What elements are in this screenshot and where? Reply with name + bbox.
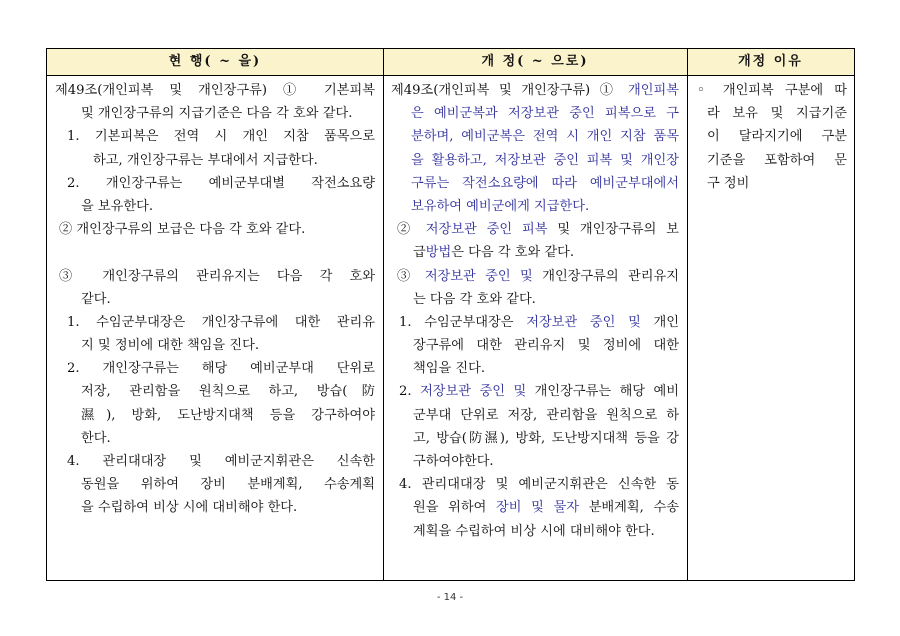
text-segment: 는 다음 각 호와 같다. xyxy=(413,291,536,307)
text-line xyxy=(55,265,375,288)
text-segment: 지 및 정비에 대한 책임을 진다. xyxy=(81,338,260,354)
text-segment: 구하여야한다. xyxy=(413,454,494,469)
revised-highlight-text: 장비 및 물자 xyxy=(496,500,580,516)
text-segment: 원을 위하여 xyxy=(413,500,497,516)
text-line xyxy=(391,450,679,473)
column-divider-2 xyxy=(687,49,688,580)
header-revised: 개 정( ~ 으로) xyxy=(481,54,589,69)
text-line xyxy=(55,334,375,357)
text-segment: 및 개인장구류의 지급기준은 다음 각 호와 같다. xyxy=(81,106,353,122)
text-line xyxy=(391,195,679,218)
text-segment: 장구류에 대한 관리유지 및 정비에 대한 xyxy=(413,338,679,354)
text-segment: ③ xyxy=(397,268,425,284)
text-segment: ② 개인장구류의 보급은 다음 각 호와 같다. xyxy=(59,222,306,238)
text-segment: 개인 xyxy=(640,314,680,330)
text-line xyxy=(697,79,847,102)
text-line xyxy=(391,149,679,172)
text-segment: ◦ 개인피복 구분에 따 xyxy=(697,83,847,98)
text-line xyxy=(55,380,375,403)
text-line xyxy=(391,311,679,334)
text-segment: 제49조(개인피복 및 개인장구류) ① 기본피복 xyxy=(55,83,375,98)
text-line xyxy=(391,265,679,288)
text-line xyxy=(697,102,847,125)
revised-highlight-text: 분하며, 예비군복은 전역 시 개인 지참 품목 xyxy=(411,129,679,145)
text-segment: 군부대 단위로 저장, 관리함을 원칙으로 하 xyxy=(413,407,679,423)
text-segment: 고, 방습(防濕), 방화, 도난방지대책 등을 강 xyxy=(413,430,679,446)
text-line xyxy=(55,172,375,195)
text-line xyxy=(55,450,375,473)
text-line xyxy=(55,473,375,496)
text-segment: 개인장구류는 해당 예비 xyxy=(526,384,679,400)
text-line xyxy=(391,380,679,403)
text-segment: 을 수립하여 비상 시에 대비해야 한다. xyxy=(81,500,298,516)
text-line xyxy=(391,473,679,496)
text-line xyxy=(55,149,375,172)
text-line xyxy=(55,427,375,450)
text-segment: 1. 수임군부대장은 개인장구류에 대한 관리유 xyxy=(67,314,375,330)
amendment-comparison-table xyxy=(46,48,855,581)
text-line xyxy=(697,172,847,195)
text-line xyxy=(55,496,375,519)
text-line xyxy=(697,125,847,148)
text-segment: 1. 수임군부대장은 xyxy=(399,314,527,330)
page-number: - 14 - xyxy=(436,592,464,603)
reason-text-column xyxy=(697,79,847,195)
text-segment: 濕), 방화, 도난방지대책 등을 강구하여야 xyxy=(81,407,375,423)
text-segment: 4. 관리대대장 및 예비군지휘관은 신속한 동 xyxy=(399,477,679,493)
text-segment: 분배계획, 수송 xyxy=(579,500,679,516)
revised-highlight-text: 방법 xyxy=(425,245,452,261)
text-segment: 책임을 진다. xyxy=(413,361,486,377)
revised-highlight-text: 구류는 작전소요량에 따라 예비군부대에서 xyxy=(411,175,679,191)
revised-highlight-text: 저장보관 중인 및 xyxy=(526,314,641,330)
text-segment: 계획을 수립하여 비상 시에 대비해야 한다. xyxy=(413,523,655,539)
text-line xyxy=(391,427,679,450)
revised-highlight-text: 개인피복 xyxy=(628,83,679,98)
text-line xyxy=(391,125,679,148)
text-line xyxy=(55,241,375,264)
text-line xyxy=(391,79,679,102)
text-segment: 동원을 위하여 장비 분배계획, 수송계획 xyxy=(81,477,375,493)
text-line xyxy=(55,195,375,218)
text-segment: 2. 개인장구류는 예비군부대별 작전소요량 xyxy=(67,175,375,191)
text-line xyxy=(55,218,375,241)
text-segment: 같다. xyxy=(81,291,111,307)
text-line xyxy=(391,172,679,195)
revised-highlight-text: 보유하여 예비군에게 지급한다. xyxy=(411,198,590,214)
table-header-row xyxy=(47,49,854,76)
header-current: 현 행( ~ 을) xyxy=(168,54,262,69)
text-line xyxy=(697,149,847,172)
text-line xyxy=(55,288,375,311)
text-segment: 4. 관리대대장 및 예비군지휘관은 신속한 xyxy=(67,454,375,469)
revised-highlight-text: 저장보관 중인 및 xyxy=(424,268,533,284)
text-segment: 2. xyxy=(399,384,421,400)
text-segment: 기준을 포함하여 문 xyxy=(707,152,847,168)
text-segment: 제49조(개인피복 및 개인장구류) ① xyxy=(391,83,629,98)
text-segment: 및 개인장구류의 보 xyxy=(547,222,679,238)
revised-highlight-text: 저장보관 중인 피복 xyxy=(425,222,548,238)
text-line xyxy=(391,496,679,519)
text-line xyxy=(391,102,679,125)
text-segment: 하고, 개인장구류는 부대에서 지급한다. xyxy=(93,152,318,168)
text-segment: 은 다음 각 호와 같다. xyxy=(451,245,575,261)
text-line xyxy=(391,357,679,380)
revised-highlight-text: 을 활용하고, 저장보관 중인 피복 및 개인장 xyxy=(411,152,679,168)
text-line xyxy=(55,404,375,427)
text-segment: ③ 개인장구류의 관리유지는 다음 각 호와 xyxy=(59,268,375,284)
text-line xyxy=(55,357,375,380)
text-line xyxy=(55,102,375,125)
text-segment: ② xyxy=(397,222,426,238)
revised-text-column xyxy=(391,79,679,543)
column-divider-1 xyxy=(383,49,384,580)
text-line xyxy=(391,288,679,311)
text-segment: 급 xyxy=(413,245,426,261)
text-segment: 2. 개인장구류는 해당 예비군부대 단위로 xyxy=(67,361,375,377)
text-line xyxy=(391,241,679,264)
revised-highlight-text: 저장보관 중인 및 xyxy=(420,384,527,400)
text-segment: 한다. xyxy=(81,430,111,446)
text-segment: 구 정비 xyxy=(707,175,750,191)
text-segment: 이 달라지기에 구분 xyxy=(707,129,847,145)
text-line xyxy=(55,311,375,334)
text-segment: 1. 기본피복은 전역 시 개인 지참 품목으로 xyxy=(67,129,375,145)
text-segment: 개인장구류의 관리유지 xyxy=(532,268,679,284)
text-line xyxy=(391,404,679,427)
text-line xyxy=(391,218,679,241)
header-reason: 개정 이유 xyxy=(738,54,803,69)
revised-highlight-text: 은 예비군복과 저장보관 중인 피복으로 구 xyxy=(411,106,679,122)
text-segment: 라 보유 및 지급기준 xyxy=(707,106,847,122)
text-line xyxy=(391,520,679,543)
text-segment: 을 보유한다. xyxy=(81,198,154,214)
text-segment: 저장, 관리함을 원칙으로 하고, 방습(防 xyxy=(81,384,375,400)
text-line xyxy=(55,79,375,102)
current-text-column xyxy=(55,79,375,520)
text-line xyxy=(55,125,375,148)
text-line xyxy=(391,334,679,357)
